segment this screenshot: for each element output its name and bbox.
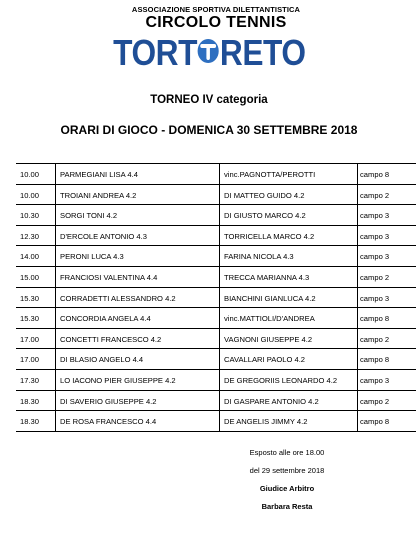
match-player2: FARINA NICOLA 4.3	[224, 252, 294, 262]
column-divider	[219, 349, 220, 369]
column-divider	[219, 226, 220, 246]
match-player2: CAVALLARI PAOLO 4.2	[224, 355, 306, 365]
schedule-table	[16, 163, 416, 432]
column-divider	[219, 329, 220, 349]
column-divider	[219, 185, 220, 205]
column-divider	[55, 246, 56, 266]
match-player2: TORRICELLA MARCO 4.2	[224, 231, 315, 241]
table-row	[16, 391, 416, 412]
column-divider	[357, 411, 358, 431]
column-divider	[219, 288, 220, 308]
column-divider	[55, 391, 56, 411]
match-player1: FRANCIOSI VALENTINA 4.4	[60, 272, 158, 282]
column-divider	[219, 370, 220, 390]
table-row	[16, 308, 416, 329]
column-divider	[55, 349, 56, 369]
table-row	[16, 288, 416, 309]
match-court: campo 2	[360, 396, 390, 406]
column-divider	[55, 308, 56, 328]
match-court: campo 8	[360, 417, 390, 427]
column-divider	[219, 391, 220, 411]
match-player1: DE ROSA FRANCESCO 4.4	[60, 417, 157, 427]
column-divider	[357, 185, 358, 205]
match-time: 18.30	[20, 396, 40, 406]
match-player2: BIANCHINI GIANLUCA 4.2	[224, 293, 316, 303]
column-divider	[219, 308, 220, 328]
column-divider	[357, 349, 358, 369]
column-divider	[357, 288, 358, 308]
match-time: 14.00	[20, 252, 40, 262]
table-row	[16, 411, 416, 432]
match-time: 17.00	[20, 355, 40, 365]
match-court: campo 2	[360, 272, 390, 282]
match-player2: TRECCA MARIANNA 4.3	[224, 272, 310, 282]
table-row	[16, 164, 416, 185]
match-player2: DE GREGORIIS LEONARDO 4.2	[224, 375, 338, 385]
match-player1: DI BLASIO ANGELO 4.4	[60, 355, 144, 365]
match-time: 10.00	[20, 170, 40, 179]
column-divider	[219, 411, 220, 431]
column-divider	[357, 308, 358, 328]
column-divider	[55, 370, 56, 390]
match-time: 17.30	[20, 375, 40, 385]
match-player1: D'ERCOLE ANTONIO 4.3	[60, 231, 147, 241]
column-divider	[219, 267, 220, 287]
match-player1: PARMEGIANI LISA 4.4	[60, 170, 138, 179]
match-court: campo 2	[360, 334, 390, 344]
column-divider	[357, 329, 358, 349]
match-time: 10.00	[20, 190, 40, 200]
brand-wordmark	[113, 33, 305, 73]
table-row	[16, 370, 416, 391]
tennis-ball-icon	[198, 39, 219, 63]
posted-time: Esposto alle ore 18.00	[249, 448, 325, 457]
table-row	[16, 349, 416, 370]
table-row	[16, 205, 416, 226]
match-player2: DE ANGELIS JIMMY 4.2	[224, 417, 308, 427]
match-court: campo 2	[360, 190, 390, 200]
referee-role: Giudice Arbitro	[259, 484, 315, 493]
posted-date: del 29 settembre 2018	[249, 466, 325, 475]
column-divider	[55, 411, 56, 431]
referee-name: Barbara Resta	[261, 502, 313, 511]
column-divider	[357, 164, 358, 184]
match-player2: DI GASPARE ANTONIO 4.2	[224, 396, 319, 406]
match-time: 18.30	[20, 417, 40, 427]
match-court: campo 3	[360, 211, 390, 221]
brand-right: RETO	[219, 32, 306, 73]
match-player1: CORRADETTI ALESSANDRO 4.2	[60, 293, 176, 303]
club-logo	[0, 6, 418, 73]
match-player2: DI MATTEO GUIDO 4.2	[224, 190, 305, 200]
column-divider	[55, 267, 56, 287]
club-name: CIRCOLO TENNIS	[145, 14, 287, 31]
match-player2: vinc.PAGNOTTA/PEROTTI	[224, 170, 316, 179]
table-row	[16, 246, 416, 267]
column-divider	[55, 329, 56, 349]
column-divider	[357, 391, 358, 411]
association-label: ASSOCIAZIONE SPORTIVA DILETTANTISTICA	[131, 5, 301, 14]
table-row	[16, 185, 416, 206]
column-divider	[357, 267, 358, 287]
match-player1: TROIANI ANDREA 4.2	[60, 190, 137, 200]
match-court: campo 3	[360, 231, 390, 241]
column-divider	[219, 246, 220, 266]
column-divider	[357, 205, 358, 225]
match-player1: LO IACONO PIER GIUSEPPE 4.2	[60, 375, 176, 385]
match-player1: DI SAVERIO GIUSEPPE 4.2	[60, 396, 157, 406]
column-divider	[219, 164, 220, 184]
match-court: campo 8	[360, 355, 390, 365]
schedule-title: ORARI DI GIOCO - DOMENICA 30 SETTEMBRE 2018	[60, 123, 358, 137]
match-court: campo 3	[360, 252, 390, 262]
match-court: campo 3	[360, 375, 390, 385]
column-divider	[55, 164, 56, 184]
table-row	[16, 226, 416, 247]
column-divider	[219, 205, 220, 225]
column-divider	[55, 226, 56, 246]
match-player2: DI GIUSTO MARCO 4.2	[224, 211, 306, 221]
column-divider	[55, 185, 56, 205]
match-court: campo 8	[360, 170, 390, 179]
brand-left: TORT	[112, 32, 197, 73]
column-divider	[357, 246, 358, 266]
match-player1: CONCETTI FRANCESCO 4.2	[60, 334, 162, 344]
match-time: 15.30	[20, 314, 40, 324]
match-time: 12.30	[20, 231, 40, 241]
table-row	[16, 267, 416, 288]
table-row	[16, 329, 416, 350]
match-player2: vinc.MATTIOLI/D'ANDREA	[224, 314, 315, 324]
column-divider	[55, 288, 56, 308]
match-time: 17.00	[20, 334, 40, 344]
footer-note	[232, 444, 342, 516]
match-court: campo 3	[360, 293, 390, 303]
match-player1: PERONI LUCA 4.3	[60, 252, 124, 262]
match-time: 15.00	[20, 272, 40, 282]
column-divider	[357, 370, 358, 390]
match-court: campo 8	[360, 314, 390, 324]
match-time: 10.30	[20, 211, 40, 221]
match-player1: SORGI TONI 4.2	[60, 211, 118, 221]
column-divider	[55, 205, 56, 225]
match-player1: CONCORDIA ANGELA 4.4	[60, 314, 151, 324]
column-divider	[357, 226, 358, 246]
match-time: 15.30	[20, 293, 40, 303]
tournament-title: TORNEO IV categoria	[150, 94, 268, 106]
match-player2: VAGNONI GIUSEPPE 4.2	[224, 334, 313, 344]
